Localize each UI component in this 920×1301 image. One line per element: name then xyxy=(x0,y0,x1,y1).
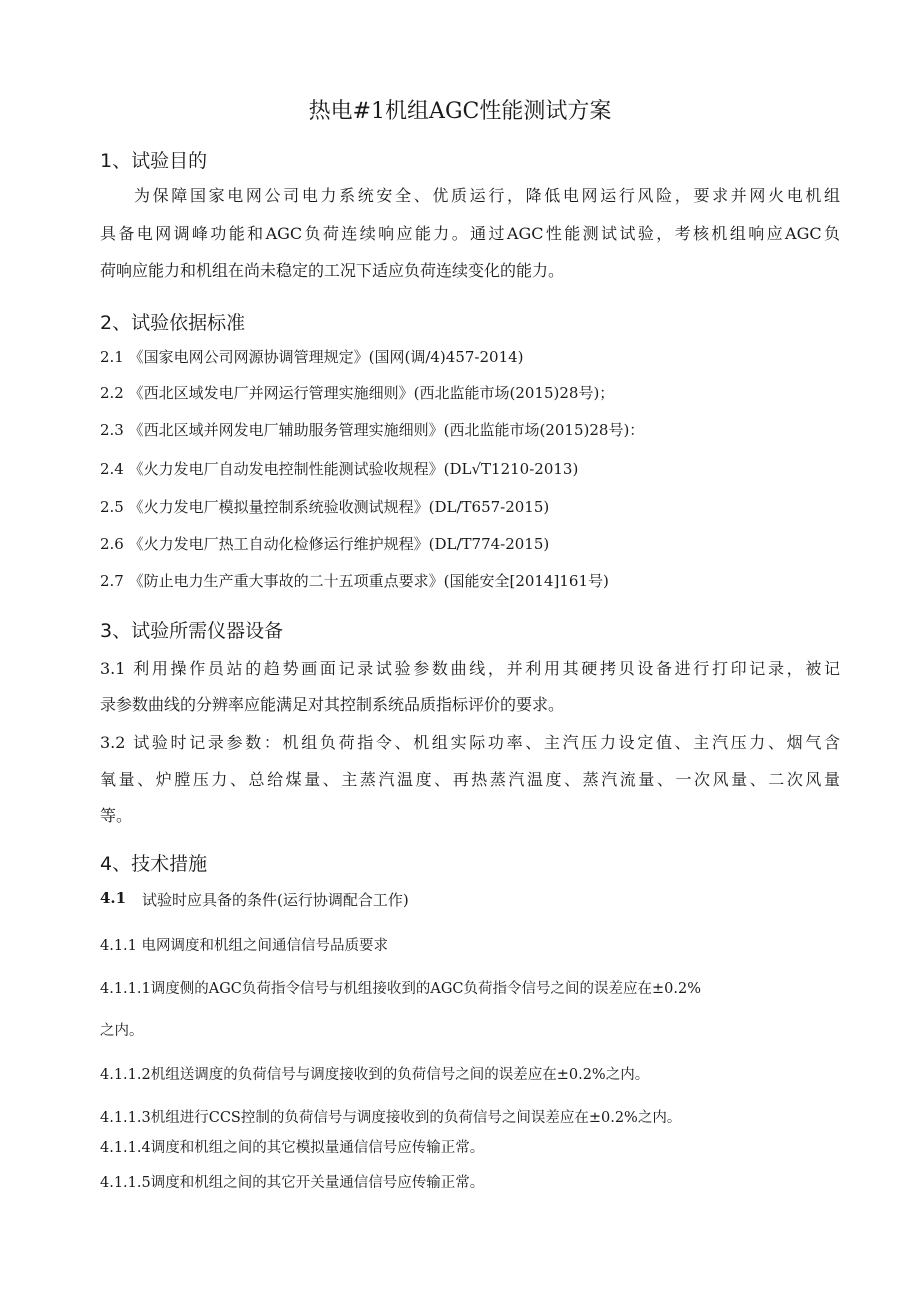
subsection-4-1-text: 试验时应具备的条件(运行协调配合工作) xyxy=(142,891,409,909)
standard-item-2-7: 2.7 《防止电力生产重大事故的二十五项重点要求》(国能安全[2014]161号) xyxy=(100,572,609,590)
document-title: 热电#1机组AGC性能测试方案 xyxy=(308,99,612,124)
section-3-line-1: 3.1 利用操作员站的趋势画面记录试验参数曲线，并利用其硬拷贝设备进行打印记录，被记 xyxy=(100,659,840,678)
section-3-line-5: 等。 xyxy=(100,806,133,825)
standard-item-2-1: 2.1 《国家电网公司网源协调管理规定》(国网(调/4)457-2014) xyxy=(100,348,524,366)
section-2-heading: 2、试验依据标准 xyxy=(100,312,246,334)
standard-item-2-5: 2.5 《火力发电厂模拟量控制系统验收测试规程》(DL/T657-2015) xyxy=(100,498,550,516)
section-3-line-4: 氧量、炉膛压力、总给煤量、主蒸汽温度、再热蒸汽温度、蒸汽流量、一次风量、二次风量 xyxy=(100,770,840,789)
section-3-line-2: 录参数曲线的分辨率应能满足对其控制系统品质指标评价的要求。 xyxy=(100,695,565,714)
section-1-line-1: 为保障国家电网公司电力系统安全、优质运行，降低电网运行风险，要求并网火电机组 xyxy=(134,186,840,205)
section-3-line-3: 3.2 试验时记录参数：机组负荷指令、机组实际功率、主汽压力设定值、主汽压力、烟气含 xyxy=(100,733,840,752)
requirement-4-1-1-1-cont: 之内。 xyxy=(100,1023,144,1039)
section-3-heading: 3、试验所需仪器设备 xyxy=(100,620,284,642)
section-4-heading: 4、技术措施 xyxy=(100,853,208,875)
standard-item-2-3: 2.3 《西北区域并网发电厂辅助服务管理实施细则》(西北监能市场(2015)28号)： xyxy=(100,421,645,439)
requirement-4-1-1-4: 4.1.1.4调度和机组之间的其它模拟量通信信号应传输正常。 xyxy=(100,1140,485,1156)
standard-item-2-4: 2.4 《火力发电厂自动发电控制性能测试验收规程》(DL√T1210-2013) xyxy=(100,460,579,478)
subsection-4-1-1: 4.1.1 电网调度和机组之间通信信号品质要求 xyxy=(100,938,389,954)
standard-item-2-2: 2.2 《西北区域发电厂并网运行管理实施细则》(西北监能市场(2015)28号)； xyxy=(100,384,615,402)
requirement-4-1-1-5: 4.1.1.5调度和机组之间的其它开关量通信信号应传输正常。 xyxy=(100,1175,485,1191)
section-1-line-2: 具备电网调峰功能和AGC负荷连续响应能力。通过AGC性能测试试验，考核机组响应AGC负 xyxy=(100,224,840,243)
section-1-heading: 1、试验目的 xyxy=(100,150,208,172)
section-1-line-3: 荷响应能力和机组在尚未稳定的工况下适应负荷连续变化的能力。 xyxy=(100,261,565,280)
standard-item-2-6: 2.6 《火力发电厂热工自动化检修运行维护规程》(DL/T774-2015) xyxy=(100,535,550,553)
requirement-4-1-1-1: 4.1.1.1调度侧的AGC负荷指令信号与机组接收到的AGC负荷指令信号之间的误差应在±0.2% xyxy=(100,981,702,997)
requirement-4-1-1-3: 4.1.1.3机组进行CCS控制的负荷信号与调度接收到的负荷信号之间误差应在±0.2%之内。 xyxy=(100,1110,682,1126)
requirement-4-1-1-2: 4.1.1.2机组送调度的负荷信号与调度接收到的负荷信号之间的误差应在±0.2%之内。 xyxy=(100,1067,650,1083)
subsection-4-1-number: 4.1 xyxy=(100,889,127,907)
